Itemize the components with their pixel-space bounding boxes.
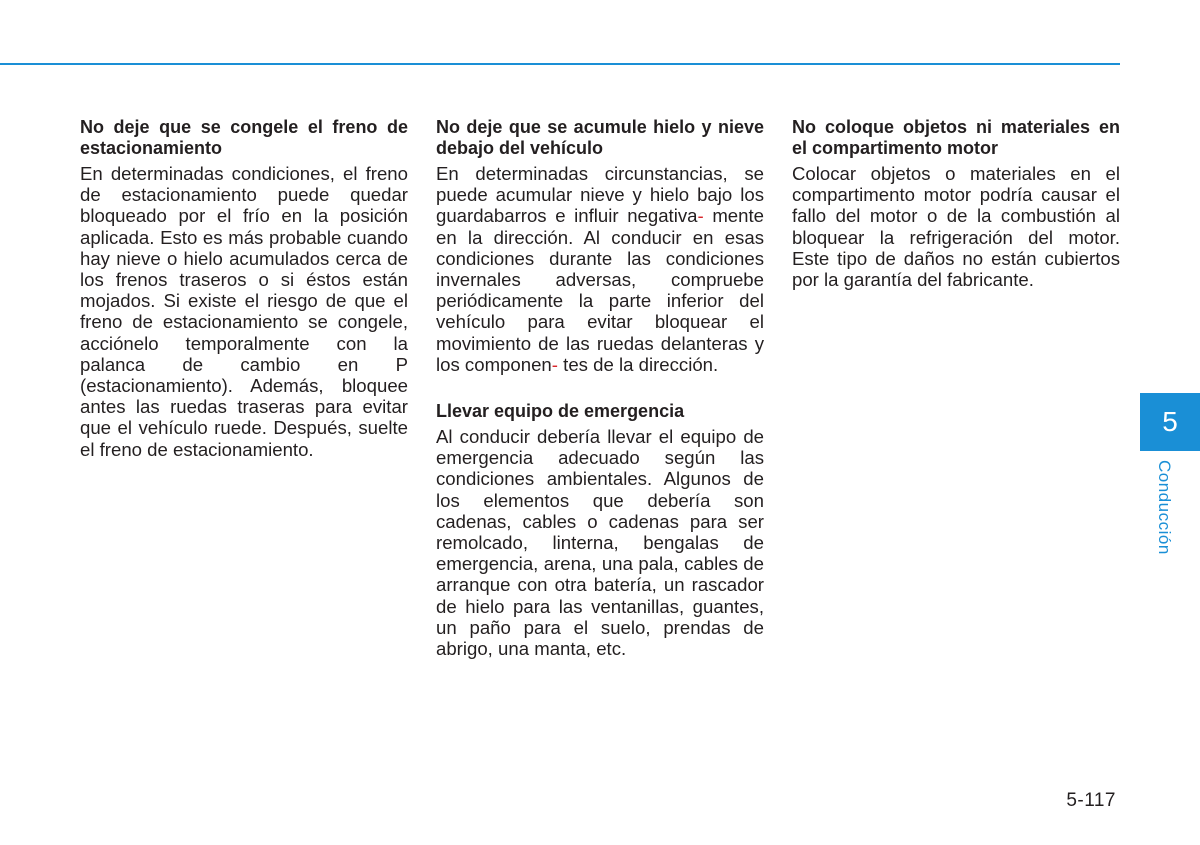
section-heading-engine-compartment: No coloque objetos ni materiales en el compartimento motor (792, 117, 1120, 158)
section-body-parking-brake: En determinadas condiciones, el freno de estacionamiento puede quedar bloqueado por el frío en la posición aplicada. Esto es más probable cuando hay nieve o hielo acumulados cerca de los frenos traseros o si éstos están mojados. Si existe el riesgo de que el freno de estacionamiento se congele, acciónelo temporalmente con la palanca de cambio en P (estacionamiento). Además, bloquee antes las ruedas traseras para evitar que el vehículo ruede. Después, suelte el freno de estacionamiento. (80, 163, 408, 460)
column-2 (436, 117, 764, 659)
section-body-engine-compartment: Colocar objetos o materiales en el compartimento motor podría causar el fallo del motor o de la combustión al bloquear la refrigeración del motor. Este tipo de daños no están cubiertos por la garantía del fabricante. (792, 163, 1120, 291)
section-heading-parking-brake: No deje que se congele el freno de estacionamiento (80, 117, 408, 158)
column-3 (792, 117, 1120, 290)
body-text-part: mente en la dirección. Al conducir en esas condiciones durante las condiciones invernales adversas, compruebe periódicamente la parte inferior del vehículo para evitar bloquear el movimiento de las ruedas delanteras y los componen (436, 205, 764, 375)
chapter-number-tab: 5 (1140, 393, 1200, 451)
section-body-ice-snow (436, 163, 764, 375)
column-1 (80, 117, 408, 460)
section-spacer (436, 375, 764, 401)
body-text-part: tes de la dirección. (563, 353, 719, 375)
hyphen-mark: - (551, 353, 558, 375)
body-text-part: En determinadas circunstancias, se puede acumular nieve y hielo bajo los guardabarros e influir negativa (436, 163, 764, 227)
chapter-label: Conducción (1155, 460, 1174, 555)
section-heading-emergency-equipment: Llevar equipo de emergencia (436, 401, 685, 422)
hyphen-mark: - (697, 205, 704, 227)
page-number: 5-117 (1066, 790, 1116, 811)
section-heading-ice-snow: No deje que se acumule hielo y nieve debajo del vehículo (436, 117, 764, 158)
header-rule (0, 63, 1120, 65)
section-body-emergency-equipment: Al conducir debería llevar el equipo de emergencia adecuado según las condiciones ambientales. Algunos de los elementos que debería son cadenas, cables o cadenas para ser remolcado, linterna, bengalas de emergencia, arena, una pala, cables de arranque con otra batería, un rascador de hielo para las ventanillas, guantes, un paño para el suelo, prendas de abrigo, una manta, etc. (436, 426, 764, 660)
